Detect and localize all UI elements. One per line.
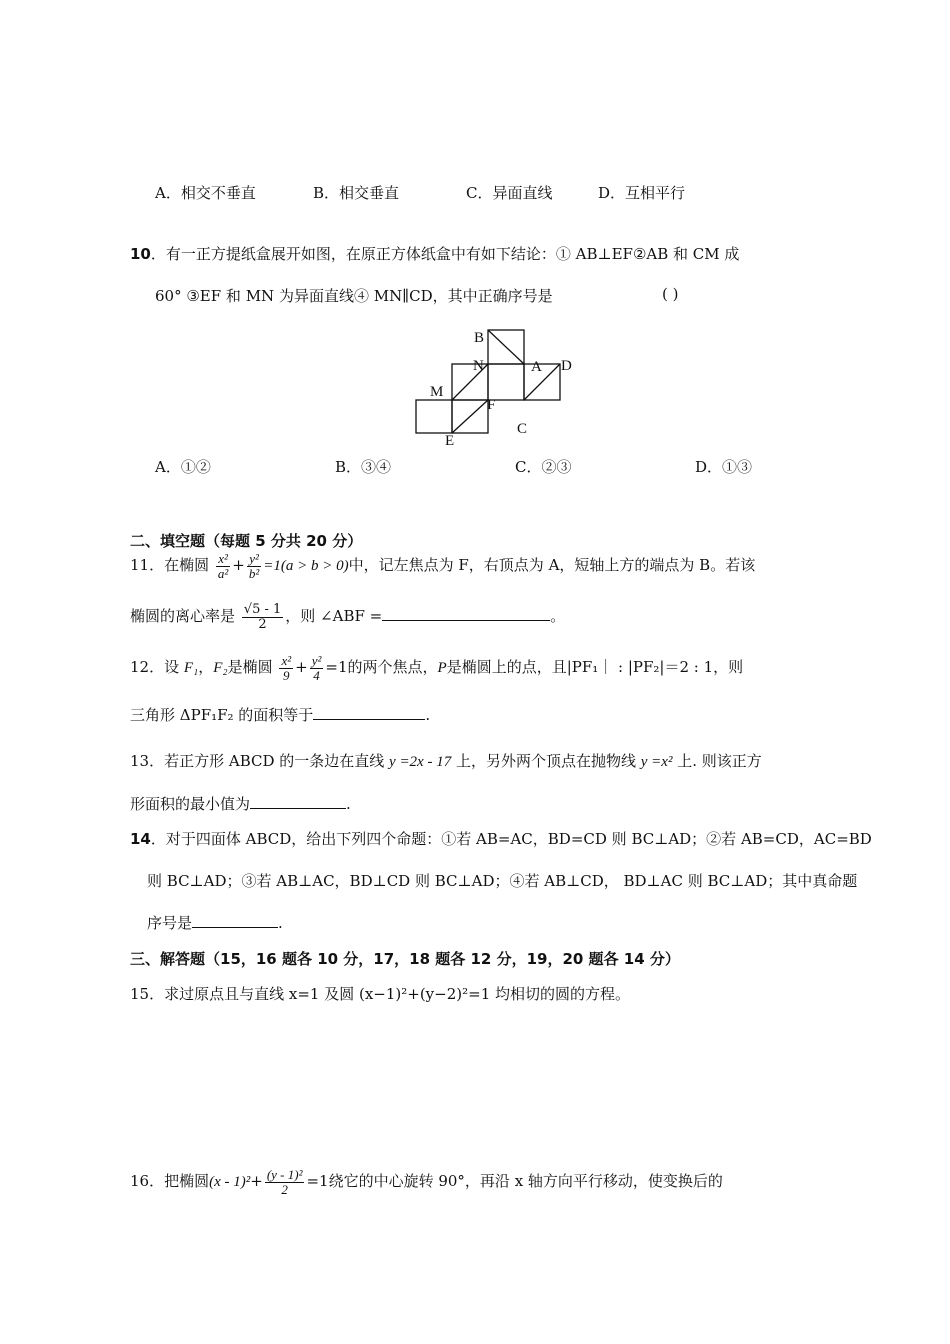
q14-line-2: 则 BC⊥AD；③若 AB⊥AC，BD⊥CD 则 BC⊥AD；④若 AB⊥CD， BD⊥AC 则 BC⊥AD；其中真命题 — [147, 872, 858, 890]
q16-text-1a: 16．把椭圆 — [130, 1172, 210, 1191]
q12-frac-y — [310, 654, 324, 682]
q14-text-1: ．对于四面体 ABCD，给出下列四个命题：①若 AB=AC，BD=CD 则 BC⊥AD；②若 AB=CD，AC=BD — [150, 830, 872, 848]
q12-p: P — [437, 660, 447, 677]
q16-line-1 — [130, 1168, 723, 1196]
q11-text-1b: 中，记左焦点为 F，右顶点为 A，短轴上方的端点为 B。若该 — [348, 556, 756, 575]
q10-option-c: C．②③ — [515, 458, 572, 476]
label-a: A — [531, 359, 542, 375]
q10-option-b: B．③④ — [335, 458, 392, 476]
q16-num: (y - 1)² — [266, 1167, 303, 1182]
q11-text-1a: 11．在椭圆 — [130, 556, 210, 575]
q13-text-1c: 上. 则该正方 — [672, 752, 762, 770]
q13-text-2a: 形面积的最小值为 — [130, 795, 251, 813]
q16-den: 2 — [281, 1181, 288, 1197]
q16-frac — [265, 1168, 305, 1196]
label-e: E — [445, 433, 455, 449]
q12-text-1c: 的两个焦点， — [347, 658, 438, 677]
q11-ecc-num: √5 - 1 — [243, 602, 282, 617]
q12-xd: 9 — [283, 667, 290, 683]
q10-text-2: 60° ③EF 和 MN 为异面直线④ MN∥CD，其中正确序号是 — [155, 287, 553, 305]
q12-xn: x² — [281, 653, 292, 668]
q11-condition: =1(a > b > 0) — [263, 558, 349, 575]
q12-plus: + — [295, 658, 308, 677]
q15-text: 15．求过原点且与直线 x=1 及圆 (x−1)²+(y−2)²=1 均相切的圆的方程。 — [130, 985, 631, 1003]
q12-frac-x — [279, 654, 293, 682]
q13-line-1 — [130, 750, 762, 771]
q10-text-1: ．有一正方提纸盒展开如图，在原正方体纸盒中有如下结论：① AB⊥EF②AB 和 CM 成 — [150, 245, 740, 263]
q11-text-2b: ，则 ∠ABF = — [285, 607, 383, 626]
q13-line-2 — [130, 793, 351, 814]
label-b: B — [474, 330, 485, 346]
q11-eccentricity — [242, 603, 283, 631]
q13-text-1b: 上，另外两个顶点在抛物线 — [451, 752, 641, 770]
q11-text-2c: 。 — [550, 607, 566, 626]
q12-sep: ， — [198, 658, 214, 677]
q11-y2: y² — [247, 552, 261, 567]
q12-f2: F₂ — [213, 660, 228, 677]
q12-answer-blank[interactable] — [313, 705, 425, 720]
q11-frac-x — [216, 552, 230, 580]
q11-ecc-den: 2 — [258, 616, 267, 632]
q11-text-2a: 椭圆的离心率是 — [130, 607, 236, 626]
q9-option-a: A．相交不垂直 — [155, 184, 256, 202]
q16-text-1b: =1绕它的中心旋转 90°，再沿 x 轴方向平行移动，使变换后的 — [306, 1172, 723, 1191]
q11-line-1 — [130, 552, 755, 580]
q12-line-2 — [130, 704, 430, 725]
q13-line-eq: y =2x - 17 — [389, 754, 452, 770]
q12-text-1d: 是椭圆上的点，且|PF₁｜ : |PF₂|＝2 : 1，则 — [446, 658, 744, 677]
q11-a2: a² — [217, 565, 229, 581]
q10-line-2 — [155, 285, 553, 306]
q12-eq: =1 — [325, 658, 348, 677]
q11-x2: x² — [216, 552, 230, 567]
section-3-heading: 三、解答题（15，16 题各 10 分，17，18 题各 12 分，19，20 题各 14 分） — [130, 950, 680, 968]
section-2-heading: 二、填空题（每题 5 分共 20 分） — [130, 532, 363, 550]
q12-text-1b: 是椭圆 — [227, 658, 273, 677]
q13-text-1a: 13．若正方形 ABCD 的一条边在直线 — [130, 752, 390, 770]
q10-option-a: A．①② — [155, 458, 211, 476]
q9-option-d: D．互相平行 — [598, 184, 686, 202]
q14-number: 14 — [130, 830, 151, 848]
q16-term1: (x - 1)² — [209, 1174, 251, 1191]
q10-number: 10 — [130, 245, 151, 263]
q10-answer-bracket: ( ) — [662, 285, 679, 303]
q12-yd: 4 — [313, 667, 320, 683]
label-d: D — [561, 358, 572, 374]
q14-line-1 — [130, 828, 872, 849]
q13-answer-blank[interactable] — [250, 794, 346, 809]
q11-answer-blank[interactable] — [382, 606, 550, 621]
q14-line-3 — [147, 912, 283, 933]
q11-b2: b² — [248, 565, 260, 581]
q14-text-3a: 序号是 — [147, 914, 193, 932]
q9-option-c: C．异面直线 — [466, 184, 553, 202]
q14-text-3b: . — [278, 914, 283, 932]
q12-text-2a: 三角形 ΔPF₁F₂ 的面积等于 — [130, 706, 314, 724]
q12-yn: y² — [311, 653, 322, 668]
q11-plus: + — [232, 556, 245, 575]
q14-answer-blank[interactable] — [192, 913, 278, 928]
q12-line-1 — [130, 654, 743, 682]
q13-text-2b: . — [346, 795, 351, 813]
q10-line-1 — [130, 243, 739, 264]
q10-option-d: D．①③ — [695, 458, 753, 476]
cube-net-figure — [400, 325, 590, 455]
q13-parabola-eq: y =x² — [640, 754, 673, 770]
q16-plus: + — [250, 1172, 263, 1191]
label-f: F — [487, 397, 496, 413]
q12-text-2b: . — [425, 706, 431, 724]
q12-f1: F₁ — [183, 660, 199, 677]
label-m: M — [430, 384, 444, 400]
q12-text-1a: 12．设 — [130, 658, 184, 677]
q11-frac-y — [247, 552, 261, 580]
label-n: N — [473, 358, 484, 374]
label-c: C — [517, 421, 528, 437]
q11-line-2 — [130, 603, 565, 631]
q9-option-b: B．相交垂直 — [313, 184, 400, 202]
